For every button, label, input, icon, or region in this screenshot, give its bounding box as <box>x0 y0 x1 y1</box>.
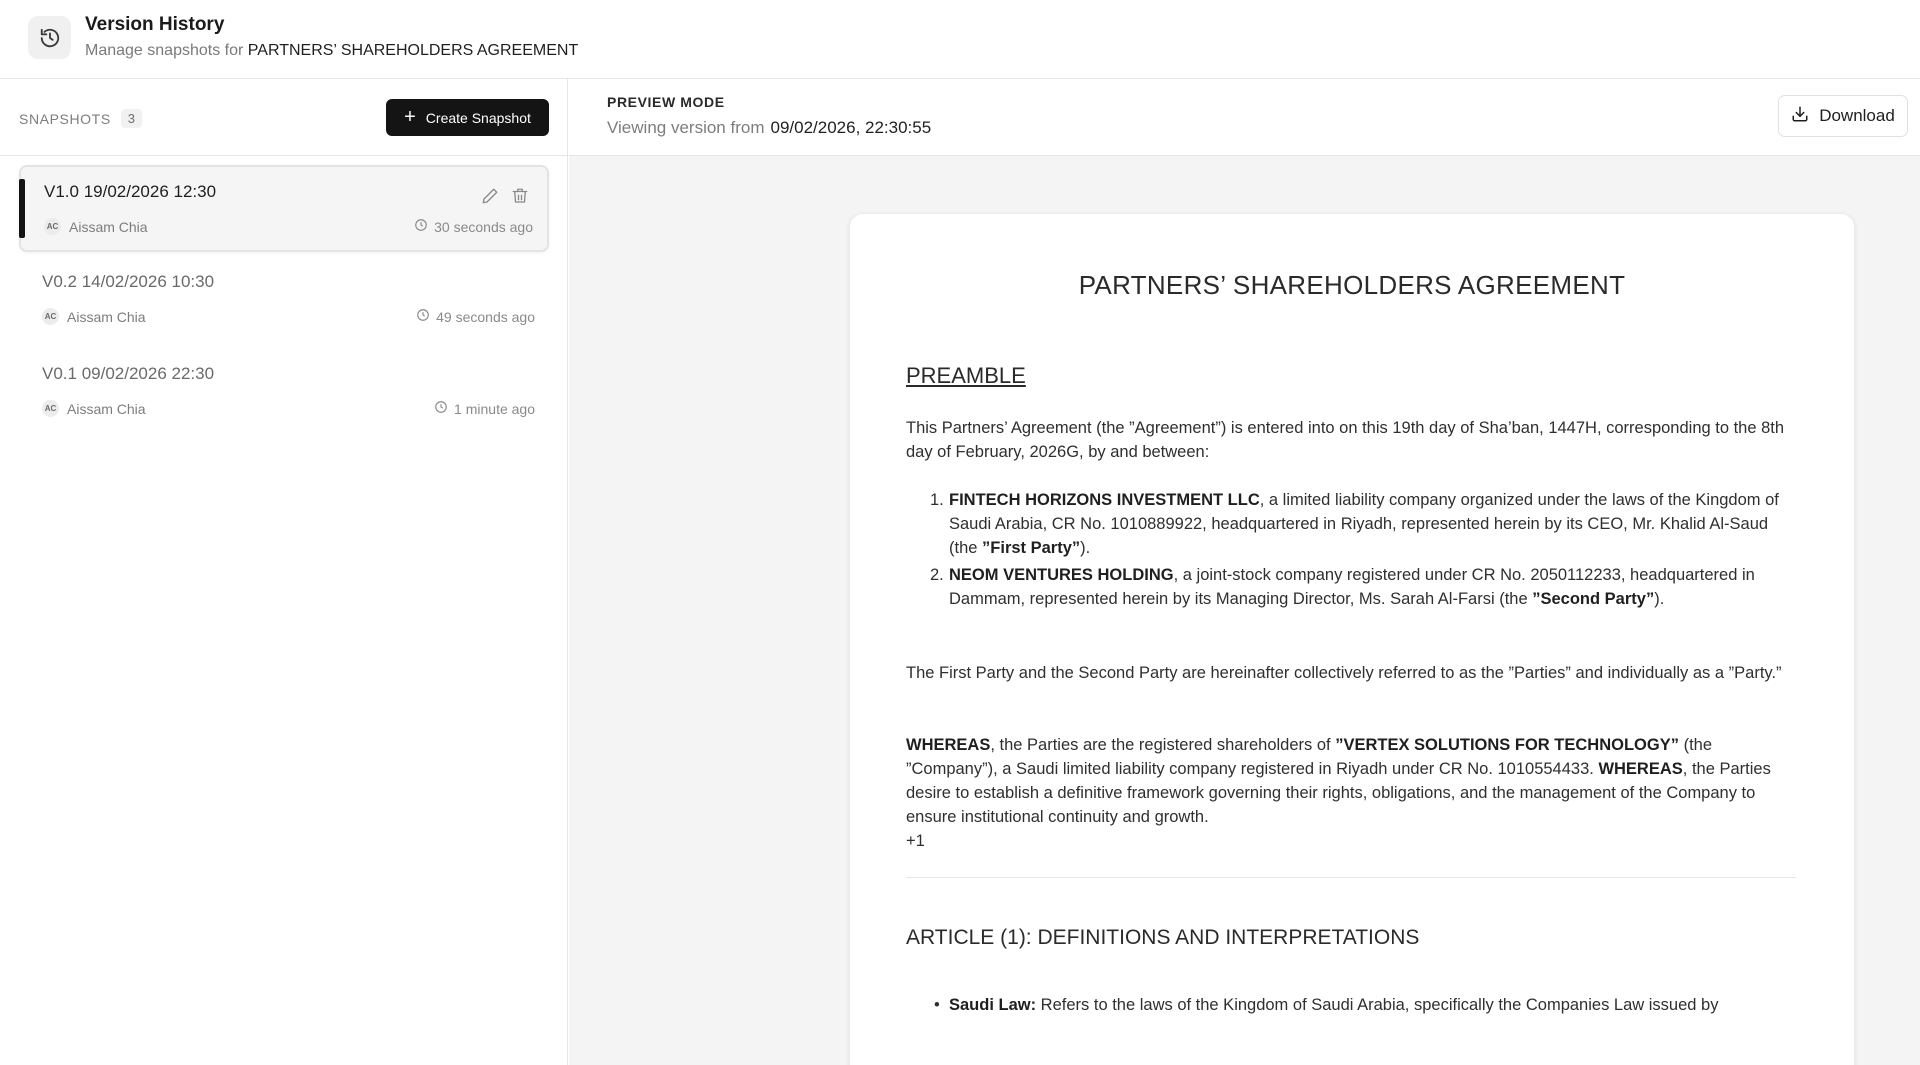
time-label: 30 seconds ago <box>434 218 533 235</box>
spacer <box>906 614 1796 661</box>
create-snapshot-label: Create Snapshot <box>425 109 531 126</box>
party-number: 1. <box>930 491 944 509</box>
whereas-text: (the ”Company”), a Saudi limited liability company registered in Riyadh under CR No. 1010554433. <box>906 736 1713 778</box>
document-name: PARTNERS’ SHAREHOLDERS AGREEMENT <box>247 42 579 59</box>
download-icon <box>1791 105 1809 128</box>
party-end: ). <box>1654 590 1665 608</box>
parties-list <box>930 488 1796 611</box>
avatar: AC <box>42 400 59 417</box>
snapshots-label: SNAPSHOTS <box>19 110 111 127</box>
avatar: AC <box>44 218 61 235</box>
definition-item <box>949 993 1796 1017</box>
snapshot-author <box>42 308 146 325</box>
snapshot-item[interactable] <box>19 165 549 252</box>
plus-icon: + <box>404 105 416 128</box>
snapshots-sidebar <box>0 79 568 1065</box>
spacer <box>906 709 1796 733</box>
snapshot-time <box>414 218 533 235</box>
collective-paragraph: The First Party and the Second Party are hereinafter collectively referred to as the ”Parties” and individually as a ”Party.” <box>906 664 1782 682</box>
plus-one-text: +1 <box>906 832 925 850</box>
snapshot-title: V0.1 09/02/2026 22:30 <box>42 364 215 383</box>
snapshot-time <box>434 400 535 417</box>
history-icon <box>28 16 71 59</box>
clock-icon <box>414 218 428 235</box>
create-snapshot-button[interactable] <box>386 99 549 136</box>
company-name: ”VERTEX SOLUTIONS FOR TECHNOLOGY” <box>1335 736 1679 754</box>
download-label: Download <box>1819 106 1895 125</box>
sidebar-toolbar <box>0 79 567 156</box>
snapshots-header <box>19 109 142 128</box>
whereas-keyword: WHEREAS <box>906 736 991 754</box>
viewing-prefix: Viewing version from <box>607 118 765 137</box>
author-name: Aissam Chia <box>67 400 146 417</box>
whereas-keyword: WHEREAS <box>1598 760 1683 778</box>
party-item <box>930 488 1796 560</box>
edit-icon[interactable] <box>481 187 499 210</box>
snapshot-time <box>416 308 535 325</box>
party-end: ). <box>1080 539 1091 557</box>
snapshot-title: V0.2 14/02/2026 10:30 <box>42 272 215 291</box>
definition-text: Refers to the laws of the Kingdom of Saudi Arabia, specifically the Companies Law issued by <box>1036 996 1719 1014</box>
snapshot-item[interactable] <box>19 349 549 436</box>
party-name: NEOM VENTURES HOLDING <box>949 566 1174 584</box>
whereas-text: , the Parties desire to establish a definitive framework governing their rights, obligations, and the management of the Company to ensure institutional continuity and growth. <box>906 760 1771 826</box>
page-subtitle <box>85 42 578 60</box>
definition-term: Saudi Law: <box>949 996 1037 1014</box>
viewing-version-info <box>607 118 931 138</box>
document-body <box>906 364 1796 1017</box>
party-role: ”First Party” <box>982 539 1081 557</box>
party-number: 2. <box>930 566 944 584</box>
document-title: PARTNERS’ SHAREHOLDERS AGREEMENT <box>1078 270 1626 300</box>
document-preview-area[interactable] <box>569 156 1920 1065</box>
party-text: , a joint-stock company registered under CR No. 2050112233, headquartered in Dammam, represented herein by its Managing Director, Ms. Sarah Al-Farsi (the <box>949 566 1755 608</box>
preview-toolbar <box>569 79 1920 156</box>
party-role: ”Second Party” <box>1532 590 1655 608</box>
whereas-text: , the Parties are the registered shareholders of <box>990 736 1336 754</box>
trash-icon[interactable] <box>511 187 529 210</box>
clock-icon <box>434 400 448 417</box>
snapshot-author <box>44 218 148 235</box>
divider <box>906 877 1796 878</box>
app-header <box>0 0 1920 79</box>
clock-icon <box>416 308 430 325</box>
snapshot-item[interactable] <box>19 257 549 344</box>
page-title: Version History <box>85 14 225 35</box>
party-item <box>930 563 1796 611</box>
time-label: 49 seconds ago <box>436 308 535 325</box>
preamble-heading: PREAMBLE <box>906 363 1026 388</box>
preview-mode-label: PREVIEW MODE <box>607 94 725 110</box>
avatar: AC <box>42 308 59 325</box>
intro-paragraph: This Partners’ Agreement (the ”Agreement”) is entered into on this 19th day of Sha’ban, 1447H, corresponding to the 8th day of February, 2026G, by and between: <box>906 419 1785 461</box>
snapshot-author <box>42 400 146 417</box>
time-label: 1 minute ago <box>454 400 535 417</box>
snapshot-actions <box>481 187 529 210</box>
snapshots-count-badge: 3 <box>121 109 142 128</box>
document-page <box>849 213 1855 1065</box>
download-button[interactable] <box>1778 95 1908 137</box>
author-name: Aissam Chia <box>67 308 146 325</box>
author-name: Aissam Chia <box>69 218 148 235</box>
article-heading: ARTICLE (1): DEFINITIONS AND INTERPRETATIONS <box>906 926 1420 949</box>
party-name: FINTECH HORIZONS INVESTMENT LLC <box>949 491 1260 509</box>
snapshot-title: V1.0 19/02/2026 12:30 <box>44 182 217 201</box>
party-text: , a limited liability company organized under the laws of the Kingdom of Saudi Arabia, CR No. 1010889922, headquartered in Riyadh, represented herein by its CEO, Mr. Khalid Al-Saud (the <box>949 491 1779 557</box>
subtitle-prefix: Manage snapshots for <box>85 42 244 59</box>
viewing-date: 09/02/2026, 22:30:55 <box>770 118 932 137</box>
whereas-paragraph <box>906 733 1796 829</box>
